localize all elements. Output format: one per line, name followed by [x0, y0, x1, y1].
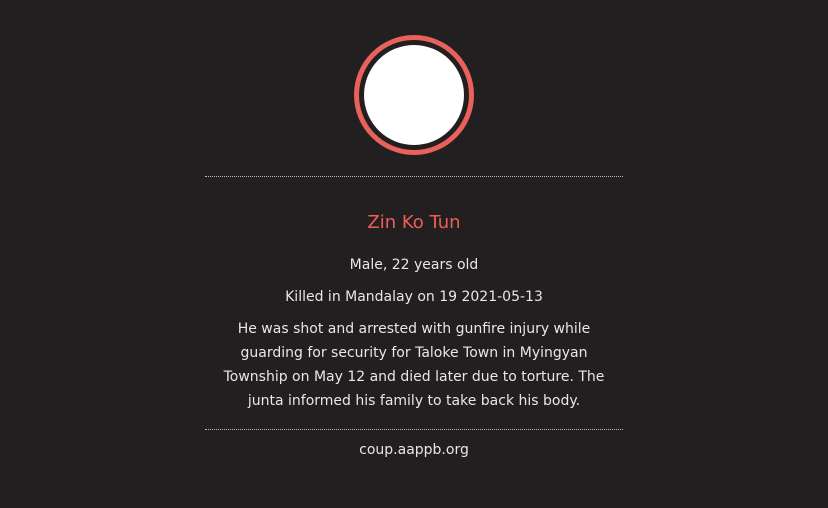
bottom-divider	[205, 429, 623, 430]
avatar-photo	[364, 45, 464, 145]
source-link[interactable]: coup.aappb.org	[359, 442, 469, 458]
gender-age: Male, 22 years old	[349, 257, 479, 273]
death-info: Killed in Mandalay on 19 2021-05-13	[285, 289, 543, 305]
avatar-border	[359, 40, 469, 150]
description: He was shot and arrested with gunfire injury while guarding for security for Taloke Town in Myingyan Township on May 12 and died later due to torture. The junta informed his family to take back his body.	[223, 321, 605, 409]
person-name: Zin Ko Tun	[367, 212, 461, 233]
avatar	[354, 35, 474, 155]
top-divider	[205, 176, 623, 177]
